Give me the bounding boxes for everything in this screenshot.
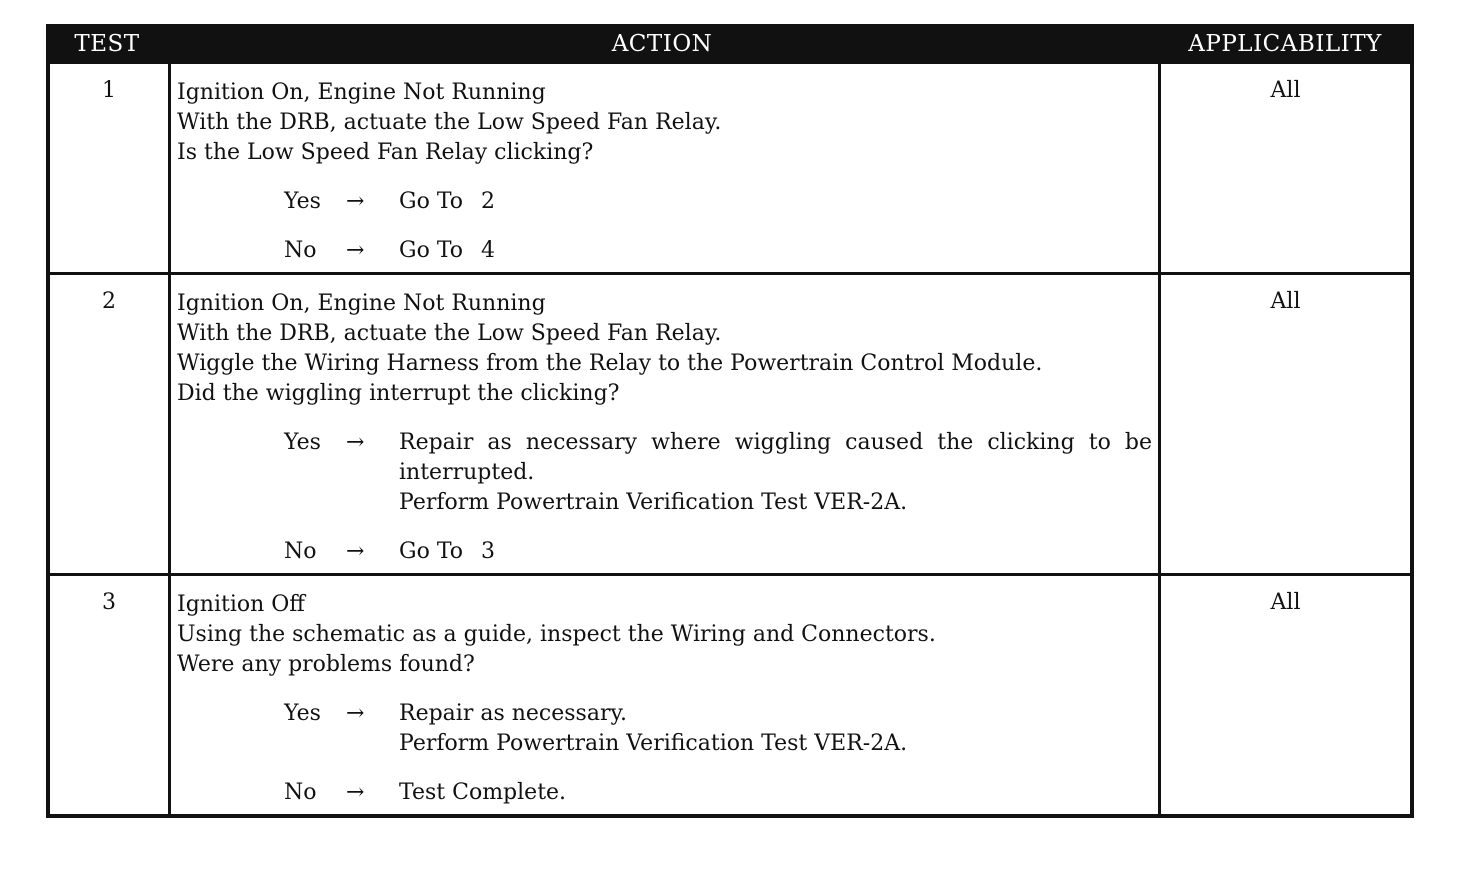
goto-label: Go To — [399, 539, 464, 564]
action-cell — [177, 289, 1152, 567]
goto-target: 3 — [481, 539, 496, 564]
yes-label: Yes — [284, 189, 321, 214]
no-label: No — [284, 780, 317, 805]
yes-result: Repair as necessary. — [399, 701, 627, 726]
no-label: No — [284, 539, 317, 564]
yes-result: Repair as necessary where wiggling caused the clicking to be interrupted. — [399, 430, 1152, 485]
goto-target: 2 — [481, 189, 496, 214]
test-number: 3 — [102, 590, 116, 615]
right-arrow-icon: → — [346, 189, 365, 214]
action-line: Did the wiggling interrupt the clicking? — [177, 381, 620, 406]
right-arrow-icon: → — [346, 430, 365, 455]
action-line: Is the Low Speed Fan Relay clicking? — [177, 140, 594, 165]
goto-target: 4 — [481, 238, 496, 263]
action-cell — [177, 590, 1152, 808]
yes-result-followup: Perform Powertrain Verification Test VER-2A. — [399, 731, 908, 756]
header-applicability: APPLICABILITY — [1188, 31, 1382, 57]
yes-result-followup: Perform Powertrain Verification Test VER-2A. — [399, 490, 908, 515]
yes-branch — [177, 699, 1152, 759]
action-line: Were any problems found? — [177, 652, 475, 677]
action-line: Using the schematic as a guide, inspect the Wiring and Connectors. — [177, 622, 936, 647]
applicability-cell: All — [1270, 289, 1301, 314]
yes-branch — [177, 187, 1152, 217]
action-cell — [177, 78, 1152, 266]
action-line: Wiggle the Wiring Harness from the Relay to the Powertrain Control Module. — [177, 351, 1043, 376]
goto-label: Go To — [399, 189, 464, 214]
yes-result — [399, 187, 1152, 217]
header-action: ACTION — [611, 31, 713, 57]
test-number: 2 — [102, 289, 116, 314]
table-row-test-1 — [50, 64, 1410, 272]
applicability-cell: All — [1270, 78, 1301, 103]
no-branch — [177, 778, 1152, 808]
action-line: Ignition Off — [177, 592, 305, 617]
header-test: TEST — [74, 31, 140, 57]
no-branch — [177, 236, 1152, 266]
right-arrow-icon: → — [346, 238, 365, 263]
right-arrow-icon: → — [346, 539, 365, 564]
right-arrow-icon: → — [346, 701, 365, 726]
diagnostic-test-table — [46, 24, 1414, 818]
no-result — [399, 537, 1152, 567]
action-line: Ignition On, Engine Not Running — [177, 291, 546, 316]
table-header — [46, 24, 1414, 64]
yes-label: Yes — [284, 701, 321, 726]
yes-branch — [177, 428, 1152, 518]
right-arrow-icon: → — [346, 780, 365, 805]
action-line: Ignition On, Engine Not Running — [177, 80, 546, 105]
no-result: Test Complete. — [399, 780, 567, 805]
applicability-cell: All — [1270, 590, 1301, 615]
action-line: With the DRB, actuate the Low Speed Fan Relay. — [177, 321, 722, 346]
table-row-test-3 — [50, 576, 1410, 814]
action-line: With the DRB, actuate the Low Speed Fan Relay. — [177, 110, 722, 135]
no-label: No — [284, 238, 317, 263]
no-branch — [177, 537, 1152, 567]
test-number: 1 — [102, 78, 116, 103]
goto-label: Go To — [399, 238, 464, 263]
no-result — [399, 236, 1152, 266]
table-row-test-2 — [50, 275, 1410, 574]
yes-label: Yes — [284, 430, 321, 455]
